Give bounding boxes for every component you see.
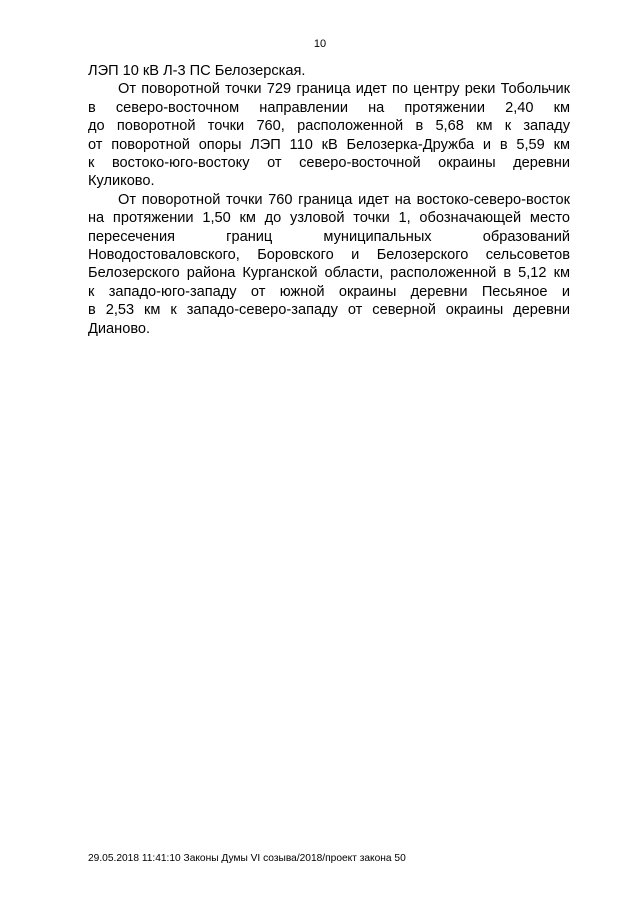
text-line: в 2,53 км к западо-северо-западу от северной окраины деревни bbox=[88, 302, 570, 319]
text-line: ЛЭП 10 кВ Л-3 ПС Белозерская. bbox=[88, 63, 306, 79]
text-line: Белозерского района Курганской области, расположенной в 5,12 км bbox=[88, 265, 570, 282]
text-line: в северо-восточном направлении на протяжении 2,40 км bbox=[88, 99, 570, 116]
text-line: От поворотной точки 729 граница идет по центру реки Тобольчик bbox=[118, 81, 570, 98]
text-line: на протяжении 1,50 км до узловой точки 1, обозначающей место bbox=[88, 210, 570, 227]
page-number: 10 bbox=[313, 38, 327, 50]
text-line: к западо-юго-западу от южной окраины деревни Песьяное и bbox=[88, 283, 570, 300]
text-line: Новодостоваловского, Боровского и Белозерского сельсоветов bbox=[88, 247, 570, 264]
text-line: От поворотной точки 760 граница идет на востоко-северо-восток bbox=[118, 191, 570, 208]
text-line: Дианово. bbox=[88, 320, 151, 337]
text-line: до поворотной точки 760, расположенной в 5,68 км к западу bbox=[88, 118, 570, 135]
text-line: к востоко-юго-востоку от северо-восточной окраины деревни bbox=[88, 155, 570, 172]
paragraph bbox=[88, 191, 570, 338]
text-line: пересечения границ муниципальных образований bbox=[88, 228, 570, 245]
paragraph bbox=[88, 80, 570, 190]
text-line: Куликово. bbox=[88, 173, 155, 190]
text-line: от поворотной опоры ЛЭП 110 кВ Белозерка-Дружба и в 5,59 км bbox=[88, 136, 570, 153]
paragraph bbox=[88, 62, 570, 80]
footer-stamp: 29.05.2018 11:41:10 Законы Думы VI созыва/2018/проект закона 50 bbox=[88, 853, 406, 864]
document-body bbox=[88, 62, 570, 338]
